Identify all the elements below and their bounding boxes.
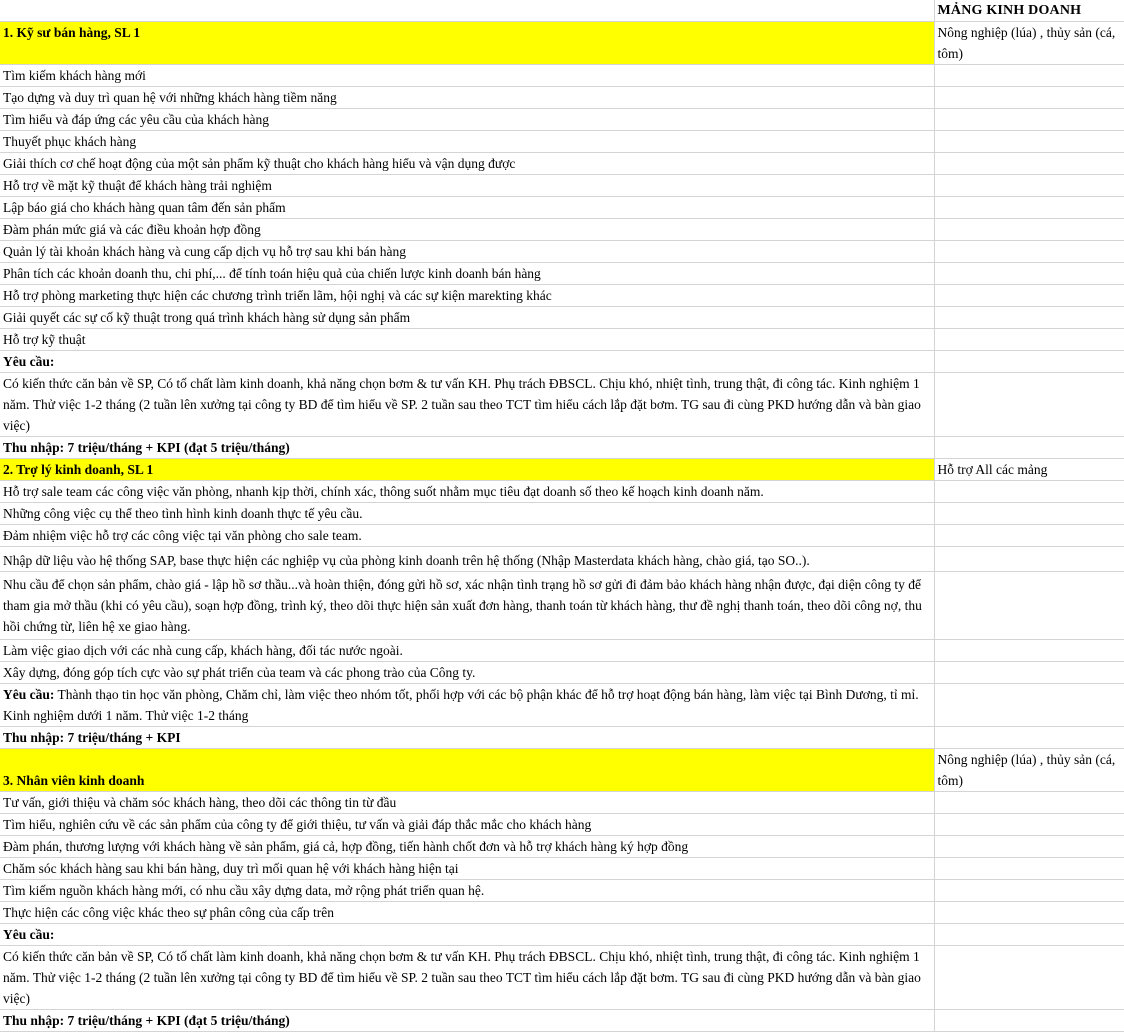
task-cell[interactable]: Phân tích các khoản doanh thu, chi phí,... để tính toán hiệu quả của chiến lược kinh doanh bán hàng	[0, 263, 934, 285]
income-text[interactable]: Thu nhập: 7 triệu/tháng + KPI (đạt 5 triệu/tháng)	[0, 437, 934, 459]
task-row	[0, 197, 1124, 219]
side-cell[interactable]	[934, 197, 1124, 219]
income-text[interactable]: Thu nhập: 7 triệu/tháng + KPI (đạt 5 triệu/tháng)	[0, 1010, 934, 1032]
task-cell[interactable]: Nhập dữ liệu vào hệ thống SAP, base thực hiện các nghiệp vụ của phòng kinh doanh trên hệ thống (Nhập Masterdata khách hàng, chào giá, tạo SO..).	[0, 547, 934, 572]
section-1-header-row	[0, 22, 1124, 65]
task-row	[0, 241, 1124, 263]
side-cell[interactable]	[934, 946, 1124, 1010]
side-cell[interactable]	[934, 219, 1124, 241]
task-cell[interactable]: Giải quyết các sự cố kỹ thuật trong quá trình khách hàng sử dụng sản phẩm	[0, 307, 934, 329]
requirements-text[interactable]: Có kiến thức căn bản về SP, Có tố chất làm kinh doanh, khả năng chọn bơm & tư vấn KH. Phụ trách ĐBSCL. Chịu khó, nhiệt tình, trung thật, đi công tác. Kinh nghiệm 1 năm. Thử việc 1-2 tháng (2 tuần lên xưởng tại công ty BD để tìm hiểu về SP. 2 tuần sau theo TCT tìm hiểu cách lắp đặt bơm. TG sau đi cùng PKD hướng dẫn và bàn giao việc)	[0, 373, 934, 437]
side-cell[interactable]	[934, 153, 1124, 175]
side-cell[interactable]	[934, 924, 1124, 946]
column-header-mang-kinh-doanh[interactable]: MẢNG KINH DOANH	[934, 0, 1124, 22]
task-row	[0, 87, 1124, 109]
income-row	[0, 727, 1124, 749]
section-side-note[interactable]: Hỗ trợ All các mảng	[934, 459, 1124, 481]
side-cell[interactable]	[934, 307, 1124, 329]
requirements-text[interactable]: Có kiến thức căn bản về SP, Có tố chất làm kinh doanh, khả năng chọn bơm & tư vấn KH. Phụ trách ĐBSCL. Chịu khó, nhiệt tình, trung thật, đi công tác. Kinh nghiệm 1 năm. Thử việc 1-2 tháng (2 tuần lên xưởng tại công ty BD để tìm hiểu về SP. 2 tuần sau theo TCT tìm hiểu cách lắp đặt bơm. TG sau đi cùng PKD hướng dẫn và bàn giao việc)	[0, 946, 934, 1010]
cell-empty[interactable]	[0, 0, 934, 22]
task-row	[0, 525, 1124, 547]
requirements-text: Thành thạo tin học văn phòng, Chăm chỉ, làm việc theo nhóm tốt, phối hợp với các bộ phận khác để hỗ trợ hoạt động bán hàng, làm việc tại Bình Dương, tỉ mỉ. Kinh nghiệm dưới 1 năm. Thử việc 1-2 tháng	[3, 687, 919, 723]
side-cell[interactable]	[934, 175, 1124, 197]
section-title[interactable]: 1. Kỹ sư bán hàng, SL 1	[0, 22, 934, 65]
side-cell[interactable]	[934, 351, 1124, 373]
task-cell[interactable]: Đàm phán mức giá và các điều khoản hợp đồng	[0, 219, 934, 241]
section-3-header-row	[0, 749, 1124, 792]
requirements-label-row	[0, 924, 1124, 946]
section-side-note[interactable]: Nông nghiệp (lúa) , thủy sản (cá, tôm)	[934, 749, 1124, 792]
task-row	[0, 481, 1124, 503]
task-row	[0, 175, 1124, 197]
income-row	[0, 437, 1124, 459]
task-row	[0, 285, 1124, 307]
task-cell[interactable]: Tìm hiểu và đáp ứng các yêu cầu của khách hàng	[0, 109, 934, 131]
task-cell[interactable]: Tìm kiếm khách hàng mới	[0, 65, 934, 87]
side-cell[interactable]	[934, 437, 1124, 459]
task-cell[interactable]: Tìm kiếm nguồn khách hàng mới, có nhu cầu xây dựng data, mở rộng phát triển quan hệ.	[0, 880, 934, 902]
side-cell[interactable]	[934, 503, 1124, 525]
side-cell[interactable]	[934, 640, 1124, 662]
side-cell[interactable]	[934, 87, 1124, 109]
section-title[interactable]: 3. Nhân viên kinh doanh	[0, 749, 934, 792]
task-cell[interactable]: Thuyết phục khách hàng	[0, 131, 934, 153]
task-row	[0, 814, 1124, 836]
task-row	[0, 662, 1124, 684]
task-cell[interactable]: Thực hiện các công việc khác theo sự phân công của cấp trên	[0, 902, 934, 924]
task-row	[0, 263, 1124, 285]
task-row	[0, 65, 1124, 87]
task-row	[0, 880, 1124, 902]
requirements-label[interactable]: Yêu cầu:	[0, 351, 934, 373]
task-row	[0, 503, 1124, 525]
header-row	[0, 0, 1124, 22]
side-cell[interactable]	[934, 547, 1124, 572]
task-row	[0, 572, 1124, 640]
task-row	[0, 109, 1124, 131]
task-cell-multiline[interactable]: Nhu cầu để chọn sản phẩm, chào giá - lập hồ sơ thầu...và hoàn thiện, đóng gửi hồ sơ, xác nhận tình trạng hồ sơ gửi đi đảm bảo khách hàng nhận được, đại diện công ty để tham gia mở thầu (khi có yêu cầu), soạn hợp đồng, trình ký, theo dõi thực hiện sản xuất đơn hàng, thanh toán từ khách hàng, thư đề nghị thanh toán, theo dõi công nợ, thu hồi chứng từ, liên hệ xe giao hàng.	[0, 572, 934, 640]
requirements-label[interactable]: Yêu cầu:	[0, 924, 934, 946]
requirements-label: Yêu cầu:	[3, 687, 55, 702]
task-cell[interactable]: Chăm sóc khách hàng sau khi bán hàng, duy trì mối quan hệ với khách hàng hiện tại	[0, 858, 934, 880]
task-row	[0, 836, 1124, 858]
task-row	[0, 902, 1124, 924]
requirements-cell[interactable]	[0, 684, 934, 727]
task-cell[interactable]: Đảm nhiệm việc hỗ trợ các công việc tại văn phòng cho sale team.	[0, 525, 934, 547]
task-cell[interactable]: Lập báo giá cho khách hàng quan tâm đến sản phẩm	[0, 197, 934, 219]
side-cell[interactable]	[934, 858, 1124, 880]
task-row	[0, 547, 1124, 572]
task-cell[interactable]: Hỗ trợ sale team các công việc văn phòng, nhanh kịp thời, chính xác, thông suốt nhằm mục tiêu đạt doanh số theo kế hoạch kinh doanh năm.	[0, 481, 934, 503]
task-cell[interactable]: Giải thích cơ chế hoạt động của một sản phẩm kỹ thuật cho khách hàng hiểu và vận dụng được	[0, 153, 934, 175]
side-cell[interactable]	[934, 684, 1124, 727]
task-cell[interactable]: Đàm phán, thương lượng với khách hàng về sản phẩm, giá cả, hợp đồng, tiến hành chốt đơn và hỗ trợ khách hàng ký hợp đồng	[0, 836, 934, 858]
side-cell[interactable]	[934, 329, 1124, 351]
side-cell[interactable]	[934, 65, 1124, 87]
task-row	[0, 792, 1124, 814]
side-cell[interactable]	[934, 241, 1124, 263]
side-cell[interactable]	[934, 285, 1124, 307]
side-cell[interactable]	[934, 131, 1124, 153]
task-cell[interactable]: Hỗ trợ phòng marketing thực hiện các chương trình triển lãm, hội nghị và các sự kiện marekting khác	[0, 285, 934, 307]
requirements-label-row	[0, 351, 1124, 373]
task-row	[0, 153, 1124, 175]
side-cell[interactable]	[934, 902, 1124, 924]
section-title[interactable]: 2. Trợ lý kinh doanh, SL 1	[0, 459, 934, 481]
section-2-header-row	[0, 459, 1124, 481]
task-cell[interactable]: Tìm hiểu, nghiên cứu về các sản phẩm của công ty để giới thiệu, tư vấn và giải đáp thắc mắc cho khách hàng	[0, 814, 934, 836]
section-side-note[interactable]: Nông nghiệp (lúa) , thủy sản (cá, tôm)	[934, 22, 1124, 65]
task-row	[0, 329, 1124, 351]
task-row	[0, 307, 1124, 329]
task-cell[interactable]: Hỗ trợ về mặt kỹ thuật để khách hàng trải nghiệm	[0, 175, 934, 197]
task-cell[interactable]: Hỗ trợ kỹ thuật	[0, 329, 934, 351]
side-cell[interactable]	[934, 525, 1124, 547]
task-cell[interactable]: Tạo dựng và duy trì quan hệ với những khách hàng tiềm năng	[0, 87, 934, 109]
task-cell[interactable]: Xây dựng, đóng góp tích cực vào sự phát triển của team và các phong trào của Công ty.	[0, 662, 934, 684]
requirements-row	[0, 684, 1124, 727]
side-cell[interactable]	[934, 1010, 1124, 1032]
side-cell[interactable]	[934, 836, 1124, 858]
side-cell[interactable]	[934, 792, 1124, 814]
side-cell[interactable]	[934, 880, 1124, 902]
task-row	[0, 131, 1124, 153]
side-cell[interactable]	[934, 481, 1124, 503]
side-cell[interactable]	[934, 373, 1124, 437]
task-row	[0, 219, 1124, 241]
side-cell[interactable]	[934, 814, 1124, 836]
income-text[interactable]: Thu nhập: 7 triệu/tháng + KPI	[0, 727, 934, 749]
requirements-text-row	[0, 946, 1124, 1010]
task-cell[interactable]: Quản lý tài khoản khách hàng và cung cấp dịch vụ hỗ trợ sau khi bán hàng	[0, 241, 934, 263]
task-cell[interactable]: Làm việc giao dịch với các nhà cung cấp, khách hàng, đối tác nước ngoài.	[0, 640, 934, 662]
side-cell[interactable]	[934, 727, 1124, 749]
task-cell[interactable]: Tư vấn, giới thiệu và chăm sóc khách hàng, theo dõi các thông tin từ đầu	[0, 792, 934, 814]
task-row	[0, 858, 1124, 880]
task-cell[interactable]: Những công việc cụ thể theo tình hình kinh doanh thực tế yêu cầu.	[0, 503, 934, 525]
requirements-text-row	[0, 373, 1124, 437]
side-cell[interactable]	[934, 109, 1124, 131]
side-cell[interactable]	[934, 572, 1124, 640]
side-cell[interactable]	[934, 662, 1124, 684]
income-row	[0, 1010, 1124, 1032]
side-cell[interactable]	[934, 263, 1124, 285]
task-row	[0, 640, 1124, 662]
